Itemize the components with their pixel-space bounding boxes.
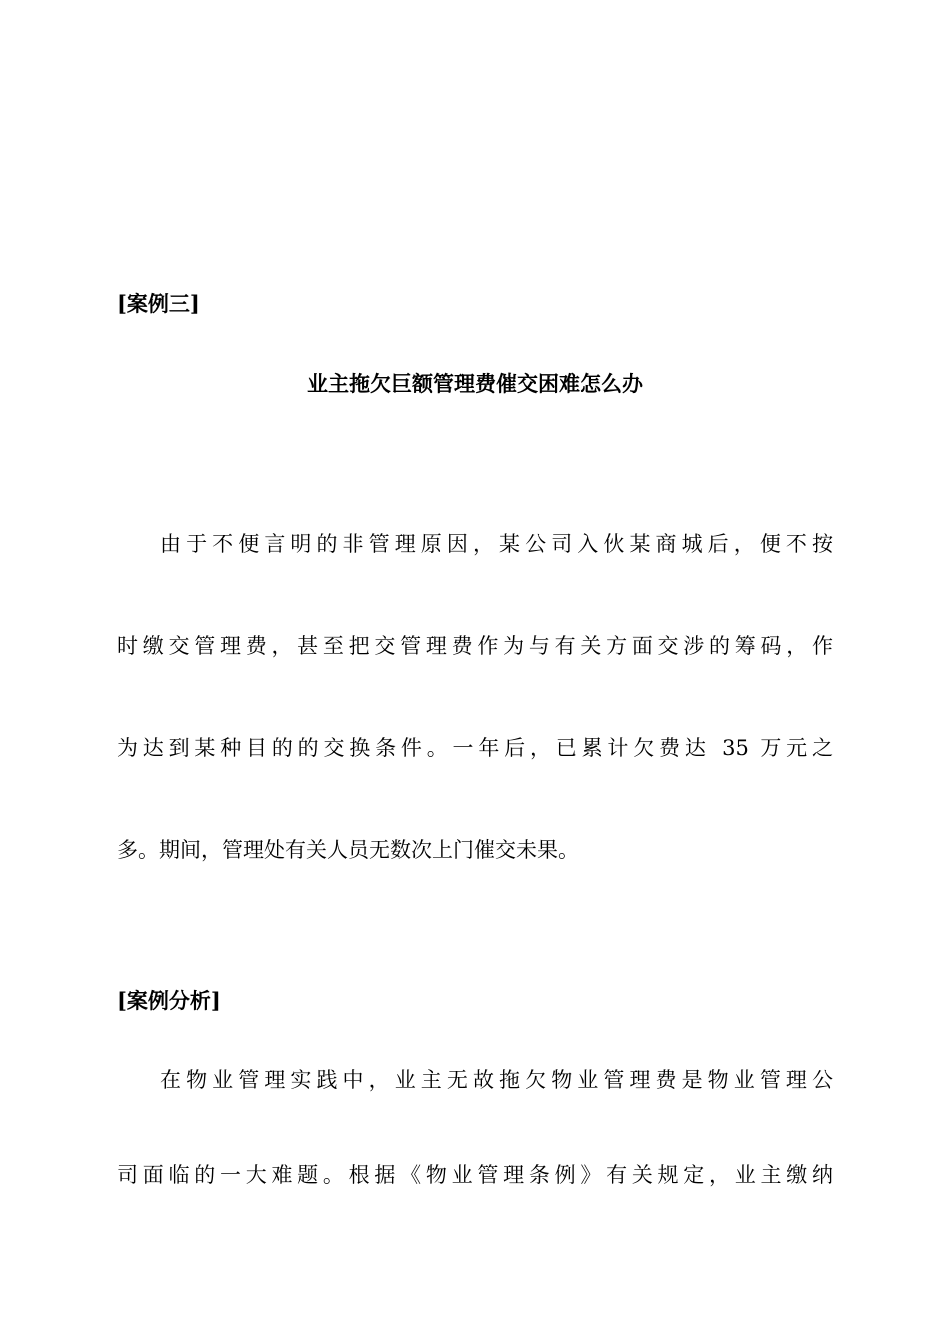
paragraph-line: 司面临的一大难题。根据《物业管理条例》有关规定，业主缴纳: [117, 1163, 833, 1187]
paragraph-line: 在物业管理实践中，业主无故拖欠物业管理费是物业管理公: [160, 1068, 833, 1092]
analysis-label: [案例分析]: [117, 988, 221, 1013]
paragraph-line: 由于不便言明的非管理原因，某公司入伙某商城后，便不按: [160, 532, 833, 556]
paragraph-line: 多。期间，管理处有关人员无数次上门催交未果。: [117, 838, 579, 862]
case-paragraph: [117, 528, 833, 936]
case-label: [案例三]: [117, 291, 200, 316]
analysis-paragraph: [117, 1064, 833, 1254]
document-title: 业主拖欠巨额管理费催交困难怎么办: [307, 371, 643, 396]
paragraph-line: 为达到某种目的的交换条件。一年后，已累计欠费达 35 万元之: [117, 736, 833, 760]
paragraph-line: 时缴交管理费，甚至把交管理费作为与有关方面交涉的筹码，作: [117, 634, 833, 658]
